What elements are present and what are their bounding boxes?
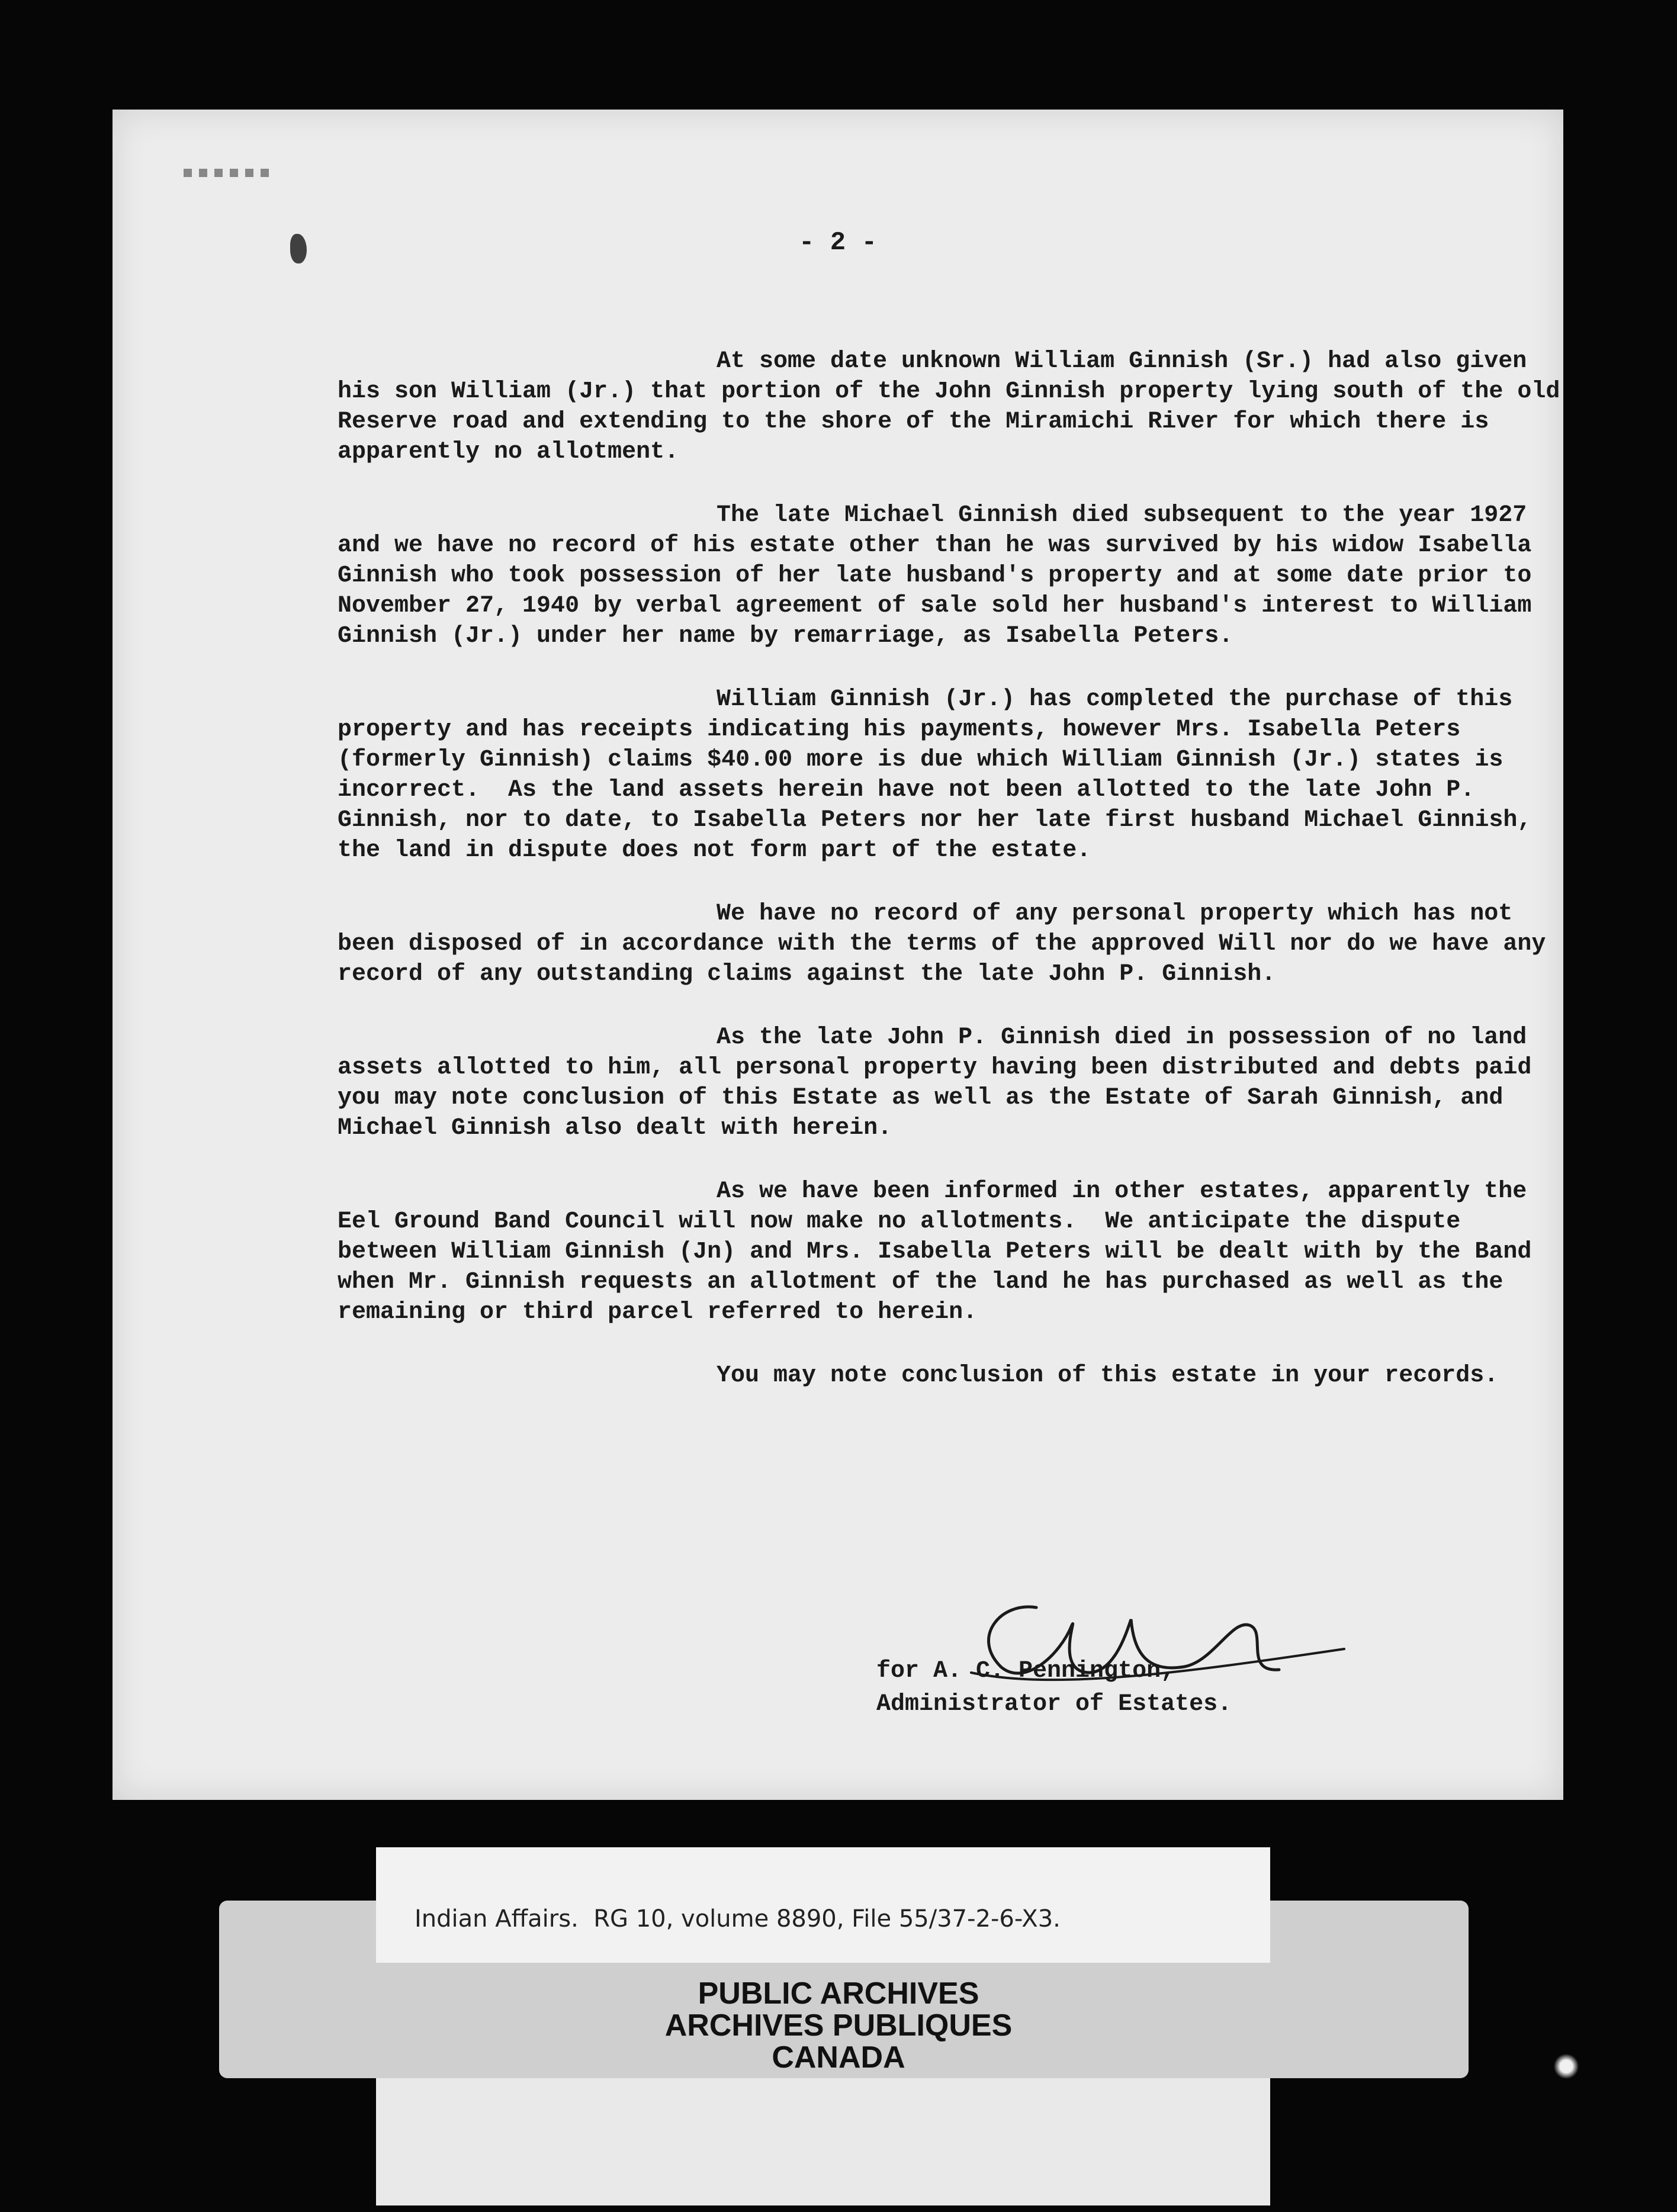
letter-body [338,346,1575,1424]
archive-stamp-line-2: ARCHIVES PUBLIQUES [664,2008,1013,2043]
film-corner-mark [1551,2052,1581,2081]
paragraph-1: At some date unknown William Ginnish (Sr.) had also given his son William (Jr.) that portion of the John Ginnish property lying south of the old Reserve road and extending to the shore of the Miramichi River for which there is apparently no allotment. [338,348,1575,465]
archive-stamp-line-3: CANADA [772,2040,905,2075]
closing-block [876,1655,1232,1721]
bottom-strip [376,2078,1270,2205]
paragraph-4: We have no record of any personal property which has not been disposed of in accordance with the terms of the approved Will nor do we have any record of any outstanding claims against the late John P. Ginnish. [338,901,1560,988]
closing-for-line: for A. C. Pennington, [876,1658,1175,1684]
archive-reference: Indian Affairs. RG 10, volume 8890, File 55/37-2-6-X3. [415,1905,1061,1933]
archive-stamp-line-1: PUBLIC ARCHIVES [698,1976,979,2011]
letter-page [113,110,1575,1800]
paragraph-3: William Ginnish (Jr.) has completed the purchase of this property and has receipts indicating his payments, however Mrs. Isabella Peters (formerly Ginnish) claims $40.00 more is due which William Ginnish (Jr.) states is incorrect. As the land assets herein have not been allotted to the late John P. Ginnish, nor to date, to Isabella Peters nor her late first husband Michael Ginnish, the land in dispute does not form part of the estate. [338,686,1546,864]
paragraph-6: As we have been informed in other estates, apparently the Eel Ground Band Council will now make no allotments. We anticipate the dispute between William Ginnish (Jn) and Mrs. Isabella Peters will be dealt with by the Band when Mr. Ginnish requests an allotment of the land he has purchased as well as the remaining or third parcel referred to herein. [338,1178,1546,1326]
ink-smudge [184,169,272,177]
page-number: - 2 - [798,228,878,258]
paragraph-2: The late Michael Ginnish died subsequent to the year 1927 and we have no record of his estate other than he was survived by his widow Isabella Ginnish who took possession of her late husband's property and at some date prior to November 27, 1940 by verbal agreement of sale sold her husband's interest to William Ginnish (Jr.) under her name by remarriage, as Isabella Peters. [338,502,1546,650]
paragraph-5: As the late John P. Ginnish died in possession of no land assets allotted to him, all personal property having been distributed and debts paid you may note conclusion of this Estate as well as the Estate of Sarah Ginnish, and Michael Ginnish also dealt with herein. [338,1024,1546,1142]
paragraph-7: You may note conclusion of this estate in your records. [717,1362,1499,1389]
archive-stamp [0,1978,1677,2073]
closing-title-line: Administrator of Estates. [876,1691,1232,1718]
